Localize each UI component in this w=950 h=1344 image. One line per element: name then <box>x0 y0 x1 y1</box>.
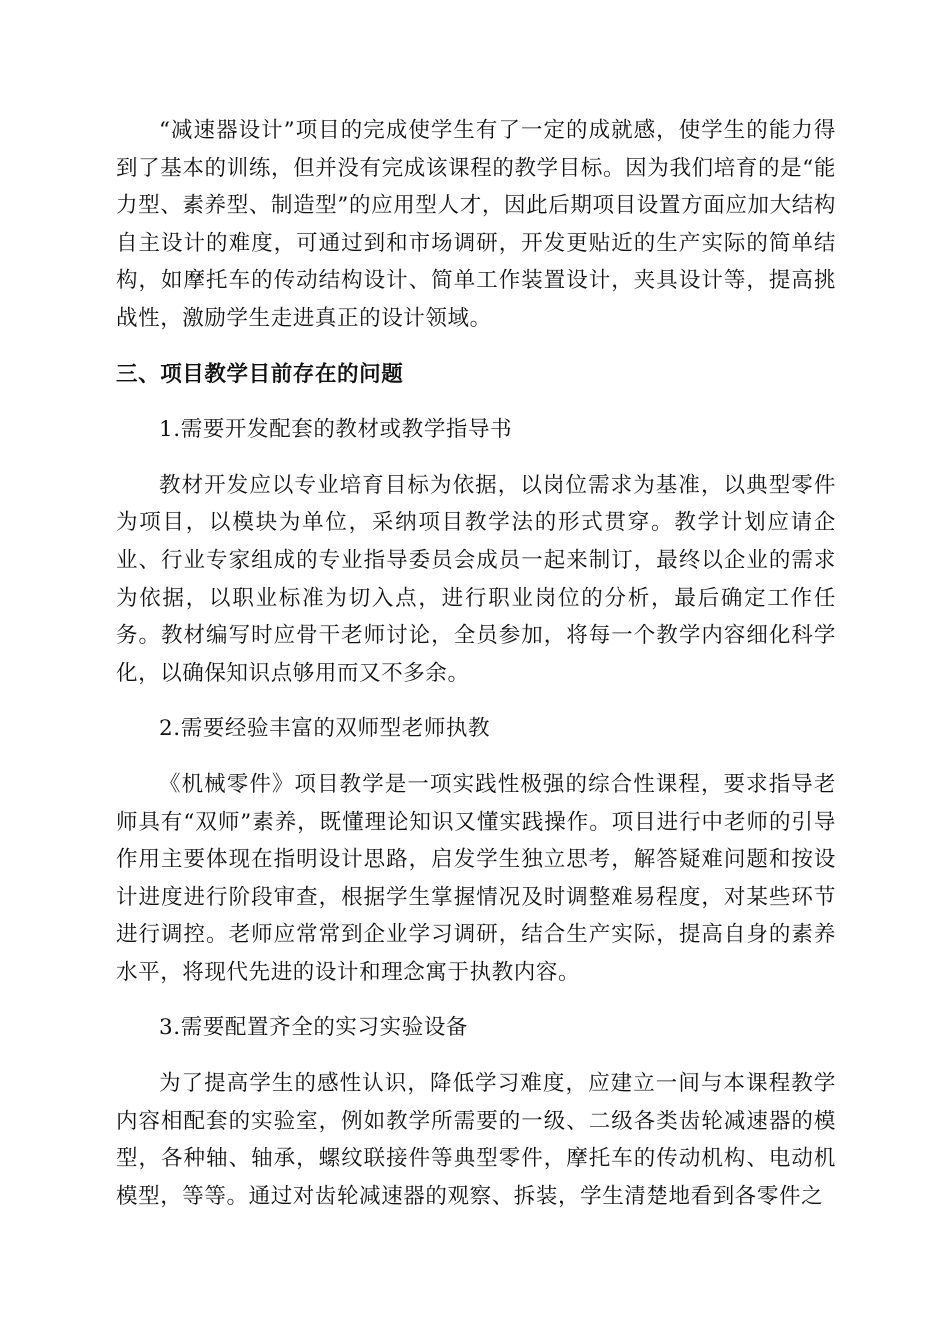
section-heading: 三、项目教学目前存在的问题 <box>116 361 404 387</box>
subsection-paragraph-1: 教材开发应以专业培育目标为依据，以岗位需求为基准，以典型零件为项目，以模块为单位，采纳项目教学法的形式贯穿。教学计划应请企业、行业专家组成的专业指导委员会成员一起来制订，最终以企业的需求为依据，以职业标准为切入点，进行职业岗位的分析，最后确定工作任务。教材编写时应骨干老师讨论，全员参加，将每一个教学内容细化科学化，以确保知识点够用而又不多余。 <box>116 472 836 686</box>
subsection-paragraph-2: 《机械零件》项目教学是一项实践性极强的综合性课程，要求指导老师具有“双师”素养，既懂理论知识又懂实践操作。项目进行中老师的引导作用主要体现在指明设计思路，启发学生独立思考，解答疑难问题和按设计进度进行阶段审查，根据学生掌握情况及时调整难易程度，对某些环节进行调控。老师应常常到企业学习调研，结合生产实际，提高自身的素养水平，将现代先进的设计和理念寓于执教内容。 <box>116 771 836 985</box>
subsection-heading-1: 1.需要开发配套的教材或教学指导书 <box>159 417 513 443</box>
intro-paragraph: “减速器设计”项目的完成使学生有了一定的成就感，使学生的能力得到了基本的训练，但并没有完成该课程的教学目标。因为我们培育的是“能力型、素养型、制造型”的应用型人才，因此后期项目设置方面应加大结构自主设计的难度，可通过到和市场调研，开发更贴近的生产实际的简单结构，如摩托车的传动结构设计、简单工作装置设计，夹具设计等，提高挑战性，激励学生走进真正的设计领域。 <box>116 118 836 331</box>
subsection-heading-2: 2.需要经验丰富的双师型老师执教 <box>159 716 491 742</box>
subsection-heading-3: 3.需要配置齐全的实习实验设备 <box>159 1015 469 1041</box>
document-page <box>116 112 836 1215</box>
subsection-paragraph-3: 为了提高学生的感性认识，降低学习难度，应建立一间与本课程教学内容相配套的实验室，例如教学所需要的一级、二级各类齿轮减速器的模型，各种轴、轴承，螺纹联接件等典型零件，摩托车的传动机构、电动机模型，等等。通过对齿轮减速器的观察、拆装，学生清楚地看到各零件之 <box>116 1071 836 1209</box>
